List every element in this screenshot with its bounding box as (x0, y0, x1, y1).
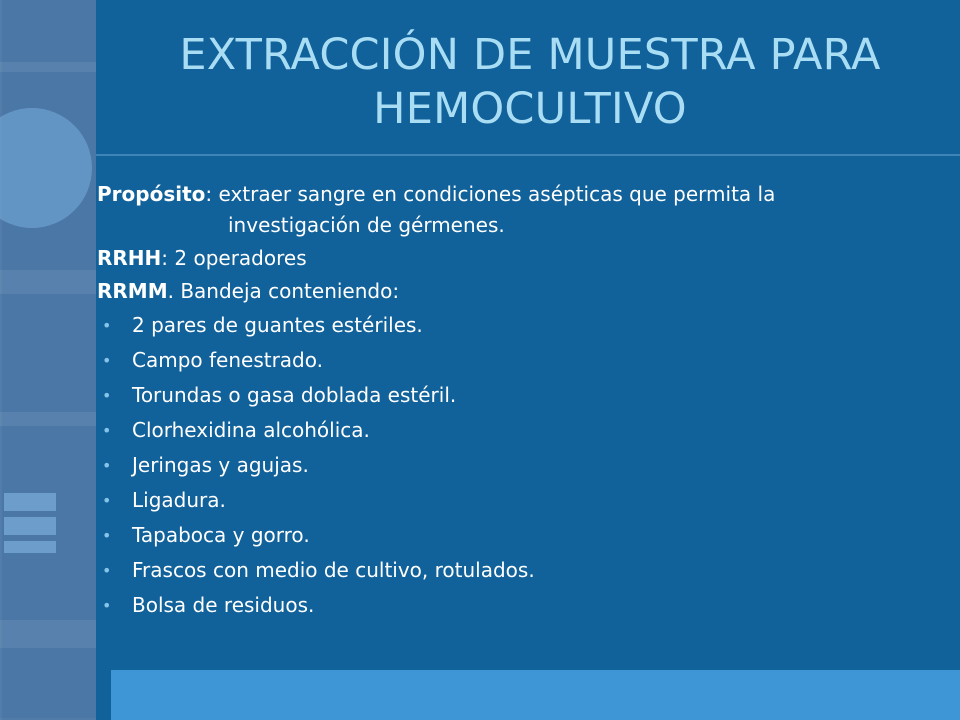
list-item-text: Torundas o gasa doblada estéril. (132, 383, 457, 407)
list-item-text: Tapaboca y gorro. (132, 523, 310, 547)
bullet-icon: • (102, 561, 112, 580)
decorative-band (0, 270, 96, 294)
bullet-icon: • (102, 421, 112, 440)
decorative-circle (0, 108, 92, 228)
decorative-band (0, 412, 96, 426)
list-item-text: Clorhexidina alcohólica. (132, 418, 370, 442)
list-item-text: Campo fenestrado. (132, 348, 323, 372)
title-divider (96, 154, 960, 156)
purpose-continuation: investigación de gérmenes. (228, 213, 505, 237)
bullet-icon: • (102, 456, 112, 475)
list-item (97, 518, 937, 553)
slide-title: EXTRACCIÓN DE MUESTRA PARA HEMOCULTIVO (179, 30, 881, 134)
bullet-icon: • (102, 596, 112, 615)
purpose-text: : extraer sangre en condiciones asépticas que permita la (205, 182, 776, 206)
list-item (97, 308, 937, 343)
decorative-bottom-box (111, 670, 960, 720)
list-item-text: 2 pares de guantes estériles. (132, 313, 423, 337)
purpose-label: Propósito (97, 182, 206, 206)
rrmm-line (97, 275, 937, 308)
rrhh-label: RRHH (97, 246, 162, 270)
slide-body (97, 178, 937, 623)
decorative-band (0, 62, 96, 72)
bullet-icon: • (102, 491, 112, 510)
list-item (97, 378, 937, 413)
list-item (97, 588, 937, 623)
decorative-rectangle (4, 517, 56, 535)
list-item (97, 413, 937, 448)
rrmm-label: RRMM (97, 279, 168, 303)
list-item-text: Frascos con medio de cultivo, rotulados. (132, 558, 535, 582)
list-item (97, 343, 937, 378)
list-item (97, 448, 937, 483)
bullet-icon: • (102, 526, 112, 545)
rrhh-line (97, 242, 937, 275)
bullet-icon: • (102, 351, 112, 370)
rrmm-text: . Bandeja conteniendo: (167, 279, 400, 303)
decorative-side-strip (0, 0, 96, 720)
list-item (97, 483, 937, 518)
decorative-rectangle (4, 493, 56, 511)
bullet-icon: • (102, 316, 112, 335)
rrhh-text: : 2 operadores (161, 246, 307, 270)
list-item-text: Bolsa de residuos. (132, 593, 315, 617)
list-item-text: Ligadura. (132, 488, 226, 512)
decorative-band (0, 620, 96, 648)
materials-list (97, 308, 937, 623)
decorative-rectangle (4, 541, 56, 553)
list-item (97, 553, 937, 588)
list-item-text: Jeringas y agujas. (132, 453, 309, 477)
purpose-line (97, 178, 937, 211)
bullet-icon: • (102, 386, 112, 405)
